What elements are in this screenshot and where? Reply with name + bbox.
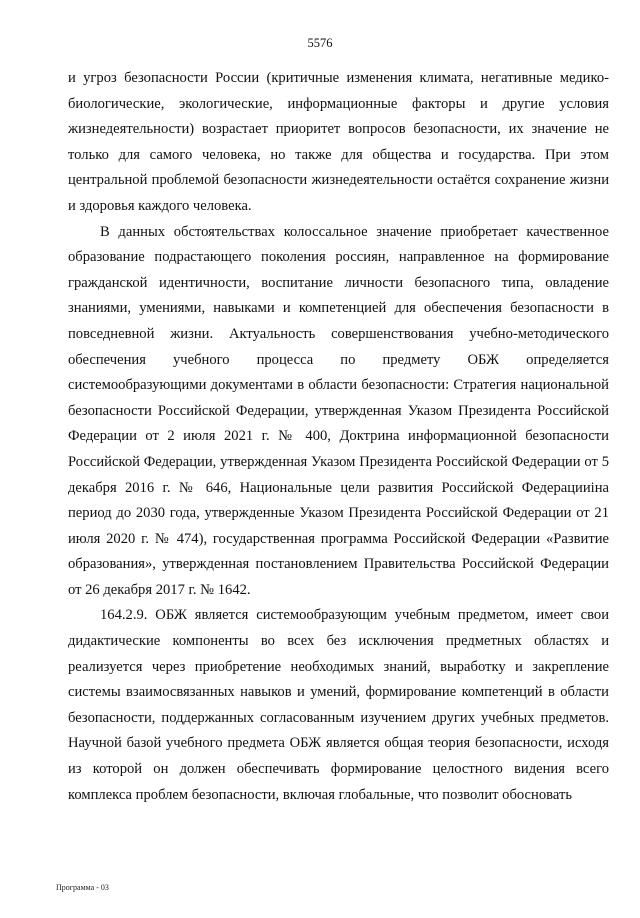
paragraph-section-164-2-9: 164.2.9. ОБЖ является системообразующим учебным предметом, имеет свои дидактические компоненты во всех без исключения предметных областях и реализуется через приобретение необходимых знаний, выработку и закрепление системы взаимосвязанных навыков и умений, формирование компетенций в области безопасности, поддержанных согласованным изучением других учебных предметов. Научной базой учебного предмета ОБЖ является общая теория безопасности, исходя из которой он должен обеспечивать формирование целостного видения всего комплекса проблем безопасности, включая глобальные, что позволит обосновать — [68, 607, 609, 803]
footer-label: Программа - 03 — [56, 883, 109, 892]
paragraph-education: В данных обстоятельствах колоссальное значение приобретает качественное образование подрастающего поколения россиян, направленное на формирование гражданской идентичности, воспитание личности безопасного типа, овладение знаниями, умениями, навыками и компетенцией для обеспечения безопасности в повседневной жизни. Актуальность совершенствования учебно-методического обеспечения учебного процесса по предмету ОБЖ определяется системообразующими документами в области безопасности: Стратегия национальной безопасности Российской Федерации, утвержденная Указом Президента Российской Федерации от 2 июля 2021 г. № 400, Доктрина информационной безопасности Российской Федерации, утвержденная Указом Президента Российской Федерации от 5 декабря 2016 г. № 646, Национальные цели развития Российской Федерацииiна период до 2030 года, утвержденные Указом Президента Российской Федерации от 21 июля 2020 г. № 474), государственная программа Российской Федерации «Развитие образования», утвержденная постановлением Правительства Российской Федерации от 26 декабря 2017 г. № 1642. — [68, 223, 609, 598]
page-number: 5576 — [307, 36, 333, 50]
body-text — [68, 66, 609, 808]
paragraph-continuation: и угроз безопасности России (критичные изменения климата, негативные медико-биологические, экологические, информационные факторы и другие условия жизнедеятельности) возрастает приоритет вопросов безопасности, их значение не только для самого человека, но также для общества и государства. При этом центральной проблемой безопасности жизнедеятельности остаётся сохранение жизни и здоровья каждого человека. — [68, 70, 609, 214]
